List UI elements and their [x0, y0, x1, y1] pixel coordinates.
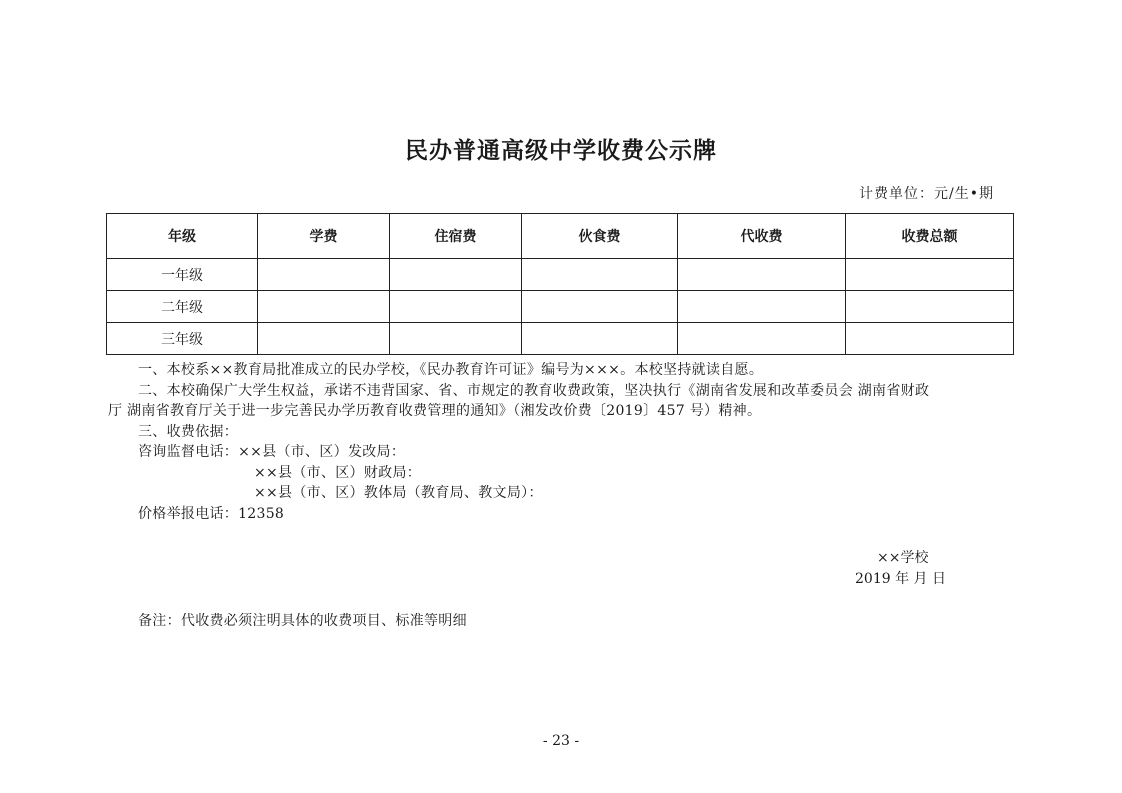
remark-note: 备注：代收费必须注明具体的收费项目、标准等明细 [138, 613, 467, 629]
collected-fees-cell [678, 259, 846, 291]
note-item-2: 二、本校确保广大学生权益，承诺不违背国家、省、市规定的教育收费政策，坚决执行《湖南省发展和改革委员会 湖南省财政 [138, 382, 930, 399]
collected-fees-cell [678, 323, 846, 355]
meals-cell [522, 323, 678, 355]
tuition-cell [258, 259, 390, 291]
total-cell [846, 291, 1014, 323]
page-number: - 23 - [542, 733, 580, 749]
meals-cell [522, 291, 678, 323]
accommodation-cell [390, 291, 522, 323]
grade-cell: 一年级 [107, 259, 258, 291]
fee-table [106, 213, 1014, 355]
accommodation-cell [390, 259, 522, 291]
header-grade: 年级 [107, 214, 258, 259]
document-title: 民办普通高级中学收费公示牌 [405, 138, 717, 164]
header-collected-fees: 代收费 [678, 214, 846, 259]
table-row [107, 291, 1014, 323]
school-name: ××学校 [877, 550, 929, 566]
header-accommodation: 住宿费 [390, 214, 522, 259]
header-meals: 伙食费 [522, 214, 678, 259]
table-row [107, 259, 1014, 291]
accommodation-cell [390, 323, 522, 355]
table-row [107, 323, 1014, 355]
price-report-hotline: 价格举报电话：12358 [138, 505, 285, 522]
note-item-3: 三、收费依据： [138, 423, 239, 440]
total-cell [846, 259, 1014, 291]
consult-hotline-reform: 咨询监督电话：××县（市、区）发改局： [138, 444, 406, 460]
grade-cell: 二年级 [107, 291, 258, 323]
signature-block [855, 548, 946, 590]
header-total: 收费总额 [846, 214, 1014, 259]
note-item-1: 一、本校系××教育局批准成立的民办学校，《民办教育许可证》编号为×××。本校坚持就读自愿。 [138, 362, 764, 378]
signature-date: 2019 年 月 日 [855, 571, 946, 587]
notes-section [108, 360, 1028, 524]
note-item-2-continued: 厅 湖南省教育厅关于进一步完善民办学历教育收费管理的通知》（湘发改价费〔2019〕457 号）精神。 [108, 403, 762, 419]
meals-cell [522, 259, 678, 291]
table-header-row [107, 214, 1014, 259]
billing-unit: 计费单位：元/生•期 [859, 186, 994, 202]
grade-cell: 三年级 [107, 323, 258, 355]
header-tuition: 学费 [258, 214, 390, 259]
tuition-cell [258, 323, 390, 355]
total-cell [846, 323, 1014, 355]
consult-hotline-finance: ××县（市、区）财政局： [254, 464, 422, 481]
tuition-cell [258, 291, 390, 323]
collected-fees-cell [678, 291, 846, 323]
consult-hotline-education: ××县（市、区）教体局（教育局、教文局）： [254, 485, 543, 501]
